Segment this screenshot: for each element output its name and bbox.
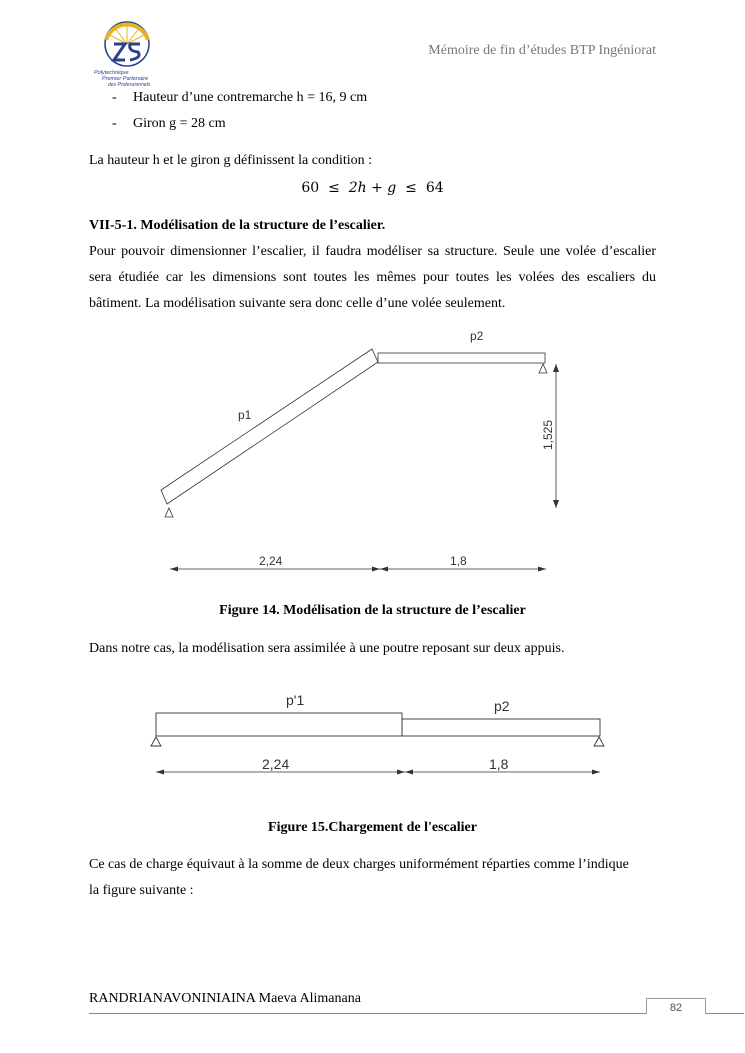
logo-line-2: Premier Partenaire [102, 76, 149, 82]
support-right-icon [594, 737, 604, 746]
page-number: 82 [646, 998, 706, 1014]
paragraph-support: Dans notre cas, la modélisation sera assimilée à une poutre reposant sur deux appuis. [89, 641, 565, 656]
formula-mid: 2ℎ + 𝑔 [348, 180, 397, 196]
section-title: VII-5-1. Modélisation de la structure de l’escalier. [89, 218, 386, 233]
inclined-beam [161, 349, 378, 504]
height-label: 1,525 [541, 419, 555, 450]
bullet-dash: - [112, 116, 117, 131]
arrow-right-icon [592, 770, 600, 775]
arrow-down-icon [553, 500, 559, 508]
arrow-mid-icon [397, 770, 405, 775]
condition-formula [89, 180, 656, 196]
formula-op1: ≤ [328, 180, 340, 196]
label-p1: p1 [238, 408, 252, 422]
arrow-left-icon [156, 770, 164, 775]
support-left-icon [165, 508, 173, 517]
load-block-p1 [156, 713, 402, 736]
label-p2: p2 [494, 698, 510, 714]
dim-label-2: 1,8 [450, 554, 467, 568]
formula-op2: ≤ [405, 180, 417, 196]
figure-14-diagram [150, 322, 570, 580]
figure-15-caption: Figure 15.Chargement de l'escalier [268, 820, 477, 835]
bullet-dash: - [112, 90, 117, 105]
horizontal-beam [378, 353, 545, 363]
dim-label-1: 2,24 [259, 554, 283, 568]
arrow-up-icon [553, 364, 559, 372]
footer-author: RANDRIANAVONINIAINA Maeva Alimanana [89, 991, 361, 1006]
support-left-icon [151, 737, 161, 746]
load-block-p2 [402, 719, 600, 736]
dim-label-2: 1,8 [489, 756, 509, 772]
support-right-icon [539, 364, 547, 373]
arrow-mid-icon [405, 770, 413, 775]
arrow-mid-icon [380, 567, 388, 572]
formula-rhs: 64 [425, 180, 444, 196]
logo-line-1: Polytechnique [94, 70, 129, 76]
figure-15-diagram [140, 684, 620, 784]
bullet-text: Hauteur d’une contremarche h = 16, 9 cm [133, 90, 368, 105]
condition-intro: La hauteur h et le giron g définissent la condition : [89, 153, 373, 168]
figure-14-caption: Figure 14. Modélisation de la structure de l’escalier [219, 603, 526, 618]
label-p2: p2 [470, 329, 484, 343]
label-p1: p'1 [286, 692, 305, 708]
dim-label-1: 2,24 [262, 756, 290, 772]
school-logo [92, 14, 162, 92]
formula-lhs: 60 [301, 180, 320, 196]
logo-line-3: des Professionnels [108, 82, 151, 88]
arrow-right-icon [538, 567, 546, 572]
paragraph-load-case: Ce cas de charge équivaut à la somme de deux charges uniformément réparties comme l’indique la figure suivante : [89, 857, 629, 898]
arrow-mid-icon [372, 567, 380, 572]
header-title: Mémoire de fin d’études BTP Ingéniorat [428, 43, 656, 58]
bullet-text: Giron g = 28 cm [133, 116, 226, 131]
section-paragraph: Pour pouvoir dimensionner l’escalier, il faudra modéliser sa structure. Seule une volée d’escalier sera étudiée car les dimensions sont toutes les mêmes pour toutes les volées des escaliers du bâtiment. La modélisation suivante sera donc celle d’une volée seulement. [89, 244, 656, 311]
arrow-left-icon [170, 567, 178, 572]
